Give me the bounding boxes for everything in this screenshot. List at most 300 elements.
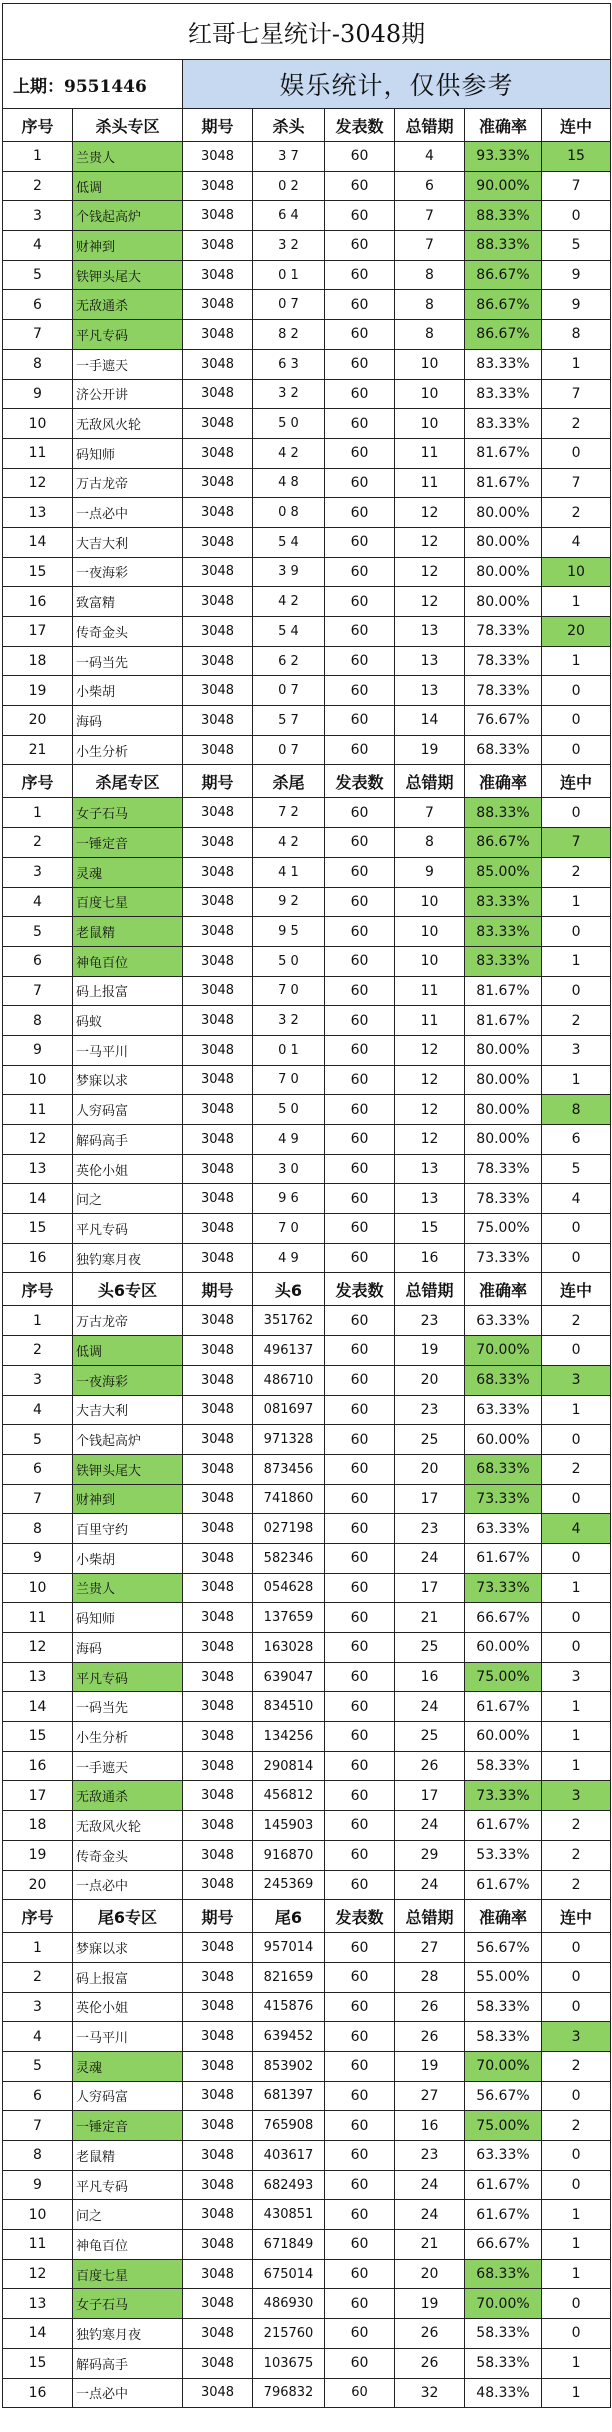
table-row: [3, 2230, 611, 2260]
header-section: 头6专区: [73, 1273, 183, 1306]
posted-cell: 60: [325, 1662, 395, 1692]
streak-cell: 5: [542, 231, 611, 261]
issue-cell: 3048: [183, 2051, 253, 2081]
issue-cell: 3048: [183, 706, 253, 736]
issue-cell: 3048: [183, 171, 253, 201]
pick-cell: 0 1: [253, 260, 325, 290]
issue-cell: 3048: [183, 946, 253, 976]
posted-cell: 60: [325, 171, 395, 201]
accuracy-cell: 86.67%: [465, 320, 542, 350]
issue-cell: 3048: [183, 1543, 253, 1573]
serial-cell: 5: [3, 2051, 73, 2081]
wrong-cell: 8: [395, 828, 465, 858]
posted-cell: 60: [325, 1543, 395, 1573]
serial-cell: 8: [3, 1514, 73, 1544]
streak-cell: 0: [542, 438, 611, 468]
serial-cell: 14: [3, 2319, 73, 2349]
wrong-cell: 11: [395, 976, 465, 1006]
wrong-cell: 10: [395, 946, 465, 976]
name-cell: 无敌风火轮: [73, 409, 183, 439]
pick-cell: 639452: [253, 2022, 325, 2052]
pick-cell: 3 2: [253, 379, 325, 409]
serial-cell: 2: [3, 828, 73, 858]
table-row: [3, 1840, 611, 1870]
table-row: [3, 857, 611, 887]
serial-cell: 16: [3, 1751, 73, 1781]
last-issue-result: 上期：9551446: [3, 60, 183, 109]
pick-cell: 4 8: [253, 468, 325, 498]
header-pick: 杀尾: [253, 765, 325, 798]
issue-cell: 3048: [183, 587, 253, 617]
pick-cell: 3 9: [253, 557, 325, 587]
wrong-cell: 26: [395, 1751, 465, 1781]
posted-cell: 60: [325, 2319, 395, 2349]
table-row: [3, 1365, 611, 1395]
table-row: [3, 1125, 611, 1155]
serial-cell: 7: [3, 976, 73, 1006]
table-row: [3, 1184, 611, 1214]
accuracy-cell: 75.00%: [465, 1214, 542, 1244]
streak-cell: 0: [542, 1962, 611, 1992]
wrong-cell: 7: [395, 798, 465, 828]
posted-cell: 60: [325, 498, 395, 528]
pick-cell: 7 2: [253, 798, 325, 828]
issue-cell: 3048: [183, 1962, 253, 1992]
posted-cell: 60: [325, 2111, 395, 2141]
serial-cell: 11: [3, 438, 73, 468]
accuracy-cell: 83.33%: [465, 946, 542, 976]
pick-cell: 4 2: [253, 438, 325, 468]
serial-cell: 12: [3, 1633, 73, 1663]
posted-cell: 60: [325, 231, 395, 261]
issue-cell: 3048: [183, 2259, 253, 2289]
table-row: [3, 1514, 611, 1544]
name-cell: 问之: [73, 1184, 183, 1214]
streak-cell: 0: [542, 1992, 611, 2022]
accuracy-cell: 56.67%: [465, 1933, 542, 1963]
streak-cell: 1: [542, 2200, 611, 2230]
table-row: [3, 142, 611, 172]
streak-cell: 0: [542, 1543, 611, 1573]
accuracy-cell: 68.33%: [465, 735, 542, 765]
wrong-cell: 27: [395, 1933, 465, 1963]
streak-cell: 0: [542, 798, 611, 828]
streak-cell: 2: [542, 498, 611, 528]
name-cell: 梦寐以求: [73, 1065, 183, 1095]
serial-cell: 7: [3, 320, 73, 350]
serial-cell: 7: [3, 1484, 73, 1514]
name-cell: 人穷码富: [73, 2081, 183, 2111]
name-cell: 兰贵人: [73, 142, 183, 172]
issue-cell: 3048: [183, 2141, 253, 2171]
wrong-cell: 10: [395, 887, 465, 917]
pick-cell: 081697: [253, 1395, 325, 1425]
section-header-row: [3, 765, 611, 798]
accuracy-cell: 81.67%: [465, 438, 542, 468]
pick-cell: 0 7: [253, 290, 325, 320]
header-streak: 连中: [542, 1273, 611, 1306]
streak-cell: 0: [542, 735, 611, 765]
wrong-cell: 10: [395, 379, 465, 409]
serial-cell: 2: [3, 1336, 73, 1366]
pick-cell: 145903: [253, 1811, 325, 1841]
table-row: [3, 231, 611, 261]
streak-cell: 10: [542, 557, 611, 587]
posted-cell: 60: [325, 1065, 395, 1095]
accuracy-cell: 60.00%: [465, 1722, 542, 1752]
disclaimer-banner: 娱乐统计，仅供参考: [183, 60, 611, 109]
name-cell: 一锤定音: [73, 2111, 183, 2141]
accuracy-cell: 73.33%: [465, 1781, 542, 1811]
serial-cell: 2: [3, 171, 73, 201]
serial-cell: 16: [3, 2378, 73, 2408]
streak-cell: 0: [542, 201, 611, 231]
posted-cell: 60: [325, 557, 395, 587]
name-cell: 无敌通杀: [73, 290, 183, 320]
name-cell: 海码: [73, 1633, 183, 1663]
wrong-cell: 19: [395, 1336, 465, 1366]
table-row: [3, 1484, 611, 1514]
wrong-cell: 13: [395, 646, 465, 676]
accuracy-cell: 78.33%: [465, 676, 542, 706]
serial-cell: 10: [3, 409, 73, 439]
streak-cell: 20: [542, 617, 611, 647]
serial-cell: 6: [3, 1454, 73, 1484]
table-row: [3, 735, 611, 765]
posted-cell: 60: [325, 1633, 395, 1663]
name-cell: 一码当先: [73, 1692, 183, 1722]
pick-cell: 486710: [253, 1365, 325, 1395]
table-row: [3, 201, 611, 231]
serial-cell: 1: [3, 1933, 73, 1963]
name-cell: 个钱起高炉: [73, 201, 183, 231]
issue-cell: 3048: [183, 1662, 253, 1692]
pick-cell: 103675: [253, 2348, 325, 2378]
streak-cell: 2: [542, 1870, 611, 1900]
wrong-cell: 16: [395, 1243, 465, 1273]
table-row: [3, 2378, 611, 2408]
issue-cell: 3048: [183, 646, 253, 676]
serial-cell: 3: [3, 201, 73, 231]
table-row: [3, 1811, 611, 1841]
name-cell: 小生分析: [73, 735, 183, 765]
issue-cell: 3048: [183, 231, 253, 261]
accuracy-cell: 80.00%: [465, 498, 542, 528]
streak-cell: 6: [542, 1125, 611, 1155]
header-accuracy: 准确率: [465, 109, 542, 142]
streak-cell: 1: [542, 1751, 611, 1781]
posted-cell: 60: [325, 917, 395, 947]
issue-cell: 3048: [183, 1633, 253, 1663]
serial-cell: 5: [3, 917, 73, 947]
issue-cell: 3048: [183, 676, 253, 706]
issue-cell: 3048: [183, 1992, 253, 2022]
pick-cell: 957014: [253, 1933, 325, 1963]
accuracy-cell: 81.67%: [465, 976, 542, 1006]
pick-cell: 0 1: [253, 1035, 325, 1065]
pick-cell: 0 7: [253, 676, 325, 706]
streak-cell: 2: [542, 1306, 611, 1336]
issue-cell: 3048: [183, 260, 253, 290]
streak-cell: 0: [542, 1243, 611, 1273]
serial-cell: 15: [3, 2348, 73, 2378]
pick-cell: 4 2: [253, 828, 325, 858]
name-cell: 一马平川: [73, 1035, 183, 1065]
posted-cell: 60: [325, 409, 395, 439]
posted-cell: 60: [325, 2051, 395, 2081]
issue-cell: 3048: [183, 1395, 253, 1425]
posted-cell: 60: [325, 290, 395, 320]
table-row: [3, 2141, 611, 2171]
posted-cell: 60: [325, 379, 395, 409]
header-posted: 发表数: [325, 1900, 395, 1933]
accuracy-cell: 76.67%: [465, 706, 542, 736]
posted-cell: 60: [325, 646, 395, 676]
accuracy-cell: 78.33%: [465, 1184, 542, 1214]
wrong-cell: 24: [395, 1870, 465, 1900]
pick-cell: 290814: [253, 1751, 325, 1781]
name-cell: 独钓寒月夜: [73, 2319, 183, 2349]
streak-cell: 0: [542, 976, 611, 1006]
header-pick: 尾6: [253, 1900, 325, 1933]
accuracy-cell: 83.33%: [465, 917, 542, 947]
name-cell: 女子石马: [73, 2289, 183, 2319]
streak-cell: 1: [542, 1692, 611, 1722]
name-cell: 人穷码富: [73, 1095, 183, 1125]
streak-cell: 7: [542, 468, 611, 498]
serial-cell: 9: [3, 1035, 73, 1065]
pick-cell: 582346: [253, 1543, 325, 1573]
wrong-cell: 12: [395, 527, 465, 557]
wrong-cell: 6: [395, 171, 465, 201]
wrong-cell: 17: [395, 1484, 465, 1514]
serial-cell: 13: [3, 1154, 73, 1184]
wrong-cell: 26: [395, 2022, 465, 2052]
streak-cell: 4: [542, 527, 611, 557]
name-cell: 大吉大利: [73, 527, 183, 557]
issue-cell: 3048: [183, 557, 253, 587]
serial-cell: 15: [3, 1722, 73, 1752]
header-section: 杀尾专区: [73, 765, 183, 798]
streak-cell: 0: [542, 2081, 611, 2111]
posted-cell: 60: [325, 1243, 395, 1273]
accuracy-cell: 66.67%: [465, 2230, 542, 2260]
accuracy-cell: 78.33%: [465, 1154, 542, 1184]
header-streak: 连中: [542, 109, 611, 142]
posted-cell: 60: [325, 798, 395, 828]
header-pick: 头6: [253, 1273, 325, 1306]
table-row: [3, 557, 611, 587]
name-cell: 小生分析: [73, 1722, 183, 1752]
serial-cell: 6: [3, 946, 73, 976]
wrong-cell: 23: [395, 2141, 465, 2171]
streak-cell: 9: [542, 260, 611, 290]
stats-table: [2, 3, 611, 2408]
issue-cell: 3048: [183, 617, 253, 647]
streak-cell: 7: [542, 828, 611, 858]
accuracy-cell: 56.67%: [465, 2081, 542, 2111]
posted-cell: 60: [325, 1573, 395, 1603]
name-cell: 英伦小姐: [73, 1154, 183, 1184]
posted-cell: 60: [325, 587, 395, 617]
serial-cell: 20: [3, 1870, 73, 1900]
accuracy-cell: 80.00%: [465, 587, 542, 617]
wrong-cell: 4: [395, 142, 465, 172]
posted-cell: 60: [325, 1214, 395, 1244]
header-wrong: 总错期: [395, 1900, 465, 1933]
section-header-row: [3, 109, 611, 142]
name-cell: 海码: [73, 706, 183, 736]
issue-cell: 3048: [183, 2378, 253, 2408]
issue-cell: 3048: [183, 1425, 253, 1455]
accuracy-cell: 58.33%: [465, 1992, 542, 2022]
issue-cell: 3048: [183, 1154, 253, 1184]
table-row: [3, 2022, 611, 2052]
serial-cell: 5: [3, 260, 73, 290]
issue-cell: 3048: [183, 2200, 253, 2230]
accuracy-cell: 73.33%: [465, 1484, 542, 1514]
header-serial: 序号: [3, 765, 73, 798]
pick-cell: 9 5: [253, 917, 325, 947]
streak-cell: 0: [542, 1603, 611, 1633]
name-cell: 低调: [73, 1336, 183, 1366]
accuracy-cell: 80.00%: [465, 1065, 542, 1095]
table-row: [3, 290, 611, 320]
pick-cell: 351762: [253, 1306, 325, 1336]
serial-cell: 17: [3, 617, 73, 647]
posted-cell: 60: [325, 1992, 395, 2022]
table-row: [3, 527, 611, 557]
pick-cell: 0 2: [253, 171, 325, 201]
accuracy-cell: 88.33%: [465, 231, 542, 261]
section-header-row: [3, 1273, 611, 1306]
serial-cell: 14: [3, 1184, 73, 1214]
pick-cell: 3 2: [253, 231, 325, 261]
accuracy-cell: 61.67%: [465, 1692, 542, 1722]
name-cell: 百度七星: [73, 2259, 183, 2289]
pick-cell: 3 2: [253, 1006, 325, 1036]
streak-cell: 2: [542, 2051, 611, 2081]
issue-cell: 3048: [183, 498, 253, 528]
name-cell: 码蚁: [73, 1006, 183, 1036]
header-streak: 连中: [542, 765, 611, 798]
issue-cell: 3048: [183, 1184, 253, 1214]
name-cell: 一点必中: [73, 2378, 183, 2408]
accuracy-cell: 86.67%: [465, 260, 542, 290]
header-accuracy: 准确率: [465, 1273, 542, 1306]
wrong-cell: 20: [395, 1454, 465, 1484]
issue-cell: 3048: [183, 2170, 253, 2200]
streak-cell: 0: [542, 1425, 611, 1455]
posted-cell: 60: [325, 201, 395, 231]
pick-cell: 5 0: [253, 946, 325, 976]
streak-cell: 2: [542, 857, 611, 887]
serial-cell: 4: [3, 1395, 73, 1425]
accuracy-cell: 81.67%: [465, 468, 542, 498]
name-cell: 码知师: [73, 1603, 183, 1633]
streak-cell: 5: [542, 1154, 611, 1184]
serial-cell: 20: [3, 706, 73, 736]
wrong-cell: 25: [395, 1425, 465, 1455]
name-cell: 平凡专码: [73, 1662, 183, 1692]
serial-cell: 15: [3, 1214, 73, 1244]
accuracy-cell: 70.00%: [465, 1336, 542, 1366]
posted-cell: 60: [325, 1603, 395, 1633]
pick-cell: 8 2: [253, 320, 325, 350]
posted-cell: 60: [325, 1751, 395, 1781]
posted-cell: 60: [325, 1692, 395, 1722]
table-row: [3, 2348, 611, 2378]
serial-cell: 11: [3, 1603, 73, 1633]
wrong-cell: 7: [395, 231, 465, 261]
posted-cell: 60: [325, 1870, 395, 1900]
streak-cell: 9: [542, 290, 611, 320]
issue-cell: 3048: [183, 1214, 253, 1244]
issue-cell: 3048: [183, 1243, 253, 1273]
header-wrong: 总错期: [395, 109, 465, 142]
pick-cell: 6 3: [253, 349, 325, 379]
posted-cell: 60: [325, 857, 395, 887]
issue-cell: 3048: [183, 1811, 253, 1841]
pick-cell: 496137: [253, 1336, 325, 1366]
accuracy-cell: 83.33%: [465, 379, 542, 409]
header-wrong: 总错期: [395, 1273, 465, 1306]
pick-cell: 4 9: [253, 1243, 325, 1273]
serial-cell: 3: [3, 1365, 73, 1395]
name-cell: 神龟百位: [73, 946, 183, 976]
name-cell: 码上报富: [73, 1962, 183, 1992]
streak-cell: 0: [542, 1633, 611, 1663]
name-cell: 问之: [73, 2200, 183, 2230]
pick-cell: 741860: [253, 1484, 325, 1514]
accuracy-cell: 60.00%: [465, 1425, 542, 1455]
issue-cell: 3048: [183, 2230, 253, 2260]
table-row: [3, 1603, 611, 1633]
wrong-cell: 9: [395, 857, 465, 887]
serial-cell: 1: [3, 142, 73, 172]
streak-cell: 4: [542, 1184, 611, 1214]
wrong-cell: 10: [395, 409, 465, 439]
pick-cell: 4 1: [253, 857, 325, 887]
accuracy-cell: 80.00%: [465, 527, 542, 557]
posted-cell: 60: [325, 976, 395, 1006]
pick-cell: 971328: [253, 1425, 325, 1455]
accuracy-cell: 73.33%: [465, 1243, 542, 1273]
wrong-cell: 12: [395, 587, 465, 617]
table-row: [3, 828, 611, 858]
streak-cell: 3: [542, 1662, 611, 1692]
streak-cell: 1: [542, 2378, 611, 2408]
wrong-cell: 24: [395, 1543, 465, 1573]
posted-cell: 60: [325, 1933, 395, 1963]
posted-cell: 60: [325, 1722, 395, 1752]
streak-cell: 3: [542, 1365, 611, 1395]
wrong-cell: 24: [395, 1811, 465, 1841]
issue-cell: 3048: [183, 468, 253, 498]
table-row: [3, 1095, 611, 1125]
serial-cell: 4: [3, 2022, 73, 2052]
wrong-cell: 10: [395, 917, 465, 947]
name-cell: 一马平川: [73, 2022, 183, 2052]
serial-cell: 4: [3, 887, 73, 917]
posted-cell: 60: [325, 527, 395, 557]
streak-cell: 1: [542, 946, 611, 976]
name-cell: 老鼠精: [73, 917, 183, 947]
pick-cell: 639047: [253, 1662, 325, 1692]
table-row: [3, 1454, 611, 1484]
accuracy-cell: 83.33%: [465, 409, 542, 439]
pick-cell: 430851: [253, 2200, 325, 2230]
